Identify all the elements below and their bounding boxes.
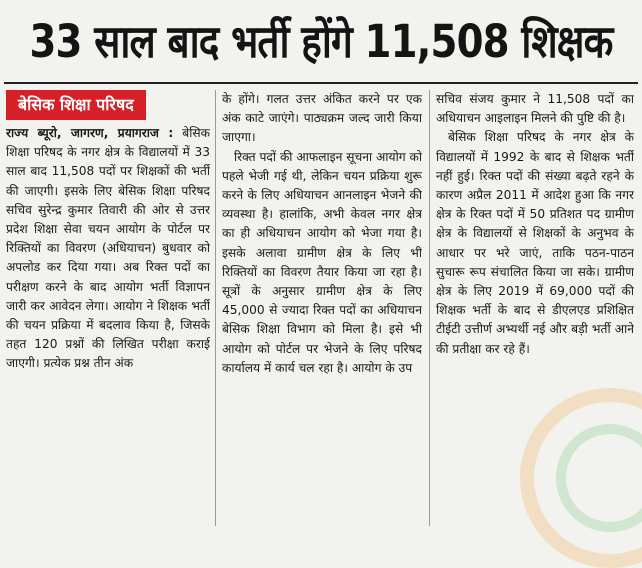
column-divider (215, 90, 216, 526)
section-kicker: बेसिक शिक्षा परिषद (6, 90, 146, 120)
article-column-1 (6, 90, 210, 528)
column-2-paragraph-2: रिक्त पदों की आफलाइन सूचना आयोग को पहले भेजी गई थी, लेकिन चयन प्रक्रिया शुरू करने के लिए अधियाचन आनलाइन भेजने की व्यवस्था है। हालांकि, अभी केवल नगर क्षेत्र का ही अधियाचन आयोग को भेजा गया है। इसके अलावा ग्रामीण क्षेत्र के लिए भी रिक्तियों का विवरण तैयार किया जा रहा है। सूत्रों के अनुसार ग्रामीण क्षेत्र के लिए 45,000 से ज्यादा रिक्त पदों का अधियाचन बेसिक शिक्षा विभाग को मिला है। इसे भी आयोग को पोर्टल पर भेजने के लिए परिषद कार्यालय में कार्य चल रहा है। आयोग के उप (222, 149, 422, 375)
column-3-paragraph-2: बेसिक शिक्षा परिषद के नगर क्षेत्र के विद्यालयों में 1992 के बाद से शिक्षक भर्ती नहीं हुई। रिक्त पदों की संख्या बढ़ते रहने के कारण अप्रैल 2011 में आदेश हुआ कि नगर क्षेत्र के रिक्त पदों में 50 प्रतिशत पद ग्रामीण क्षेत्र के विद्यालयों से शिक्षकों के अनुभव के आधार पर भरे जाएं, ताकि पठन-पाठन सुचारू रूप संचालित किया जा सके। ग्रामीण क्षेत्र के लिए 2019 में 69,000 पदों की शिक्षक भर्ती के बाद से डीएलएड प्रशिक्षित टीईटी उत्तीर्ण अभ्यर्थी नई और बड़ी भर्ती आने की प्रतीक्षा कर रहे हैं। (436, 130, 634, 356)
article-column-2 (222, 90, 422, 528)
column-divider (429, 90, 430, 526)
column-3-paragraph-1: सचिव संजय कुमार ने 11,508 पदों का अधियाचन आइलाइन मिलने की पुष्टि की है। (436, 92, 634, 126)
column-2-paragraph-1: के होंगे। गलत उत्तर अंकित करने पर एक अंक काटे जाएंगे। पाठ्यक्रम जल्द जारी किया जाएगा। (222, 92, 422, 145)
column-1-body (6, 124, 210, 374)
headline: 33 साल बाद भर्ती होंगे 11,508 शिक्षक (29, 14, 613, 68)
column-1-text: बेसिक शिक्षा परिषद के नगर क्षेत्र के विद्यालयों में 33 साल बाद 11,508 पदों पर शिक्षकों की भर्ती की जाएगी। इसके लिए बेसिक शिक्षा परिषद सचिव सुरेन्द्र कुमार तिवारी की ओर से उत्तर प्रदेश शिक्षा सेवा चयन आयोग के पोर्टल पर रिक्तियों का विवरण (अधियाचन) बुधवार को अपलोड कर दिया गया। अब रिक्त पदों का परीक्षण करने के बाद आयोग भर्ती विज्ञापन जारी कर आवेदन लेगा। आयोग ने शिक्षक भर्ती की चयन प्रक्रिया में बदलाव किया है, जिसके तहत 120 प्रश्नों की लिखित परीक्षा कराई जाएगी। प्रत्येक प्रश्न तीन अंक (6, 126, 210, 371)
dateline: राज्य ब्यूरो, जागरण, प्रयागराज : (6, 126, 174, 140)
headline-rule (4, 82, 638, 84)
